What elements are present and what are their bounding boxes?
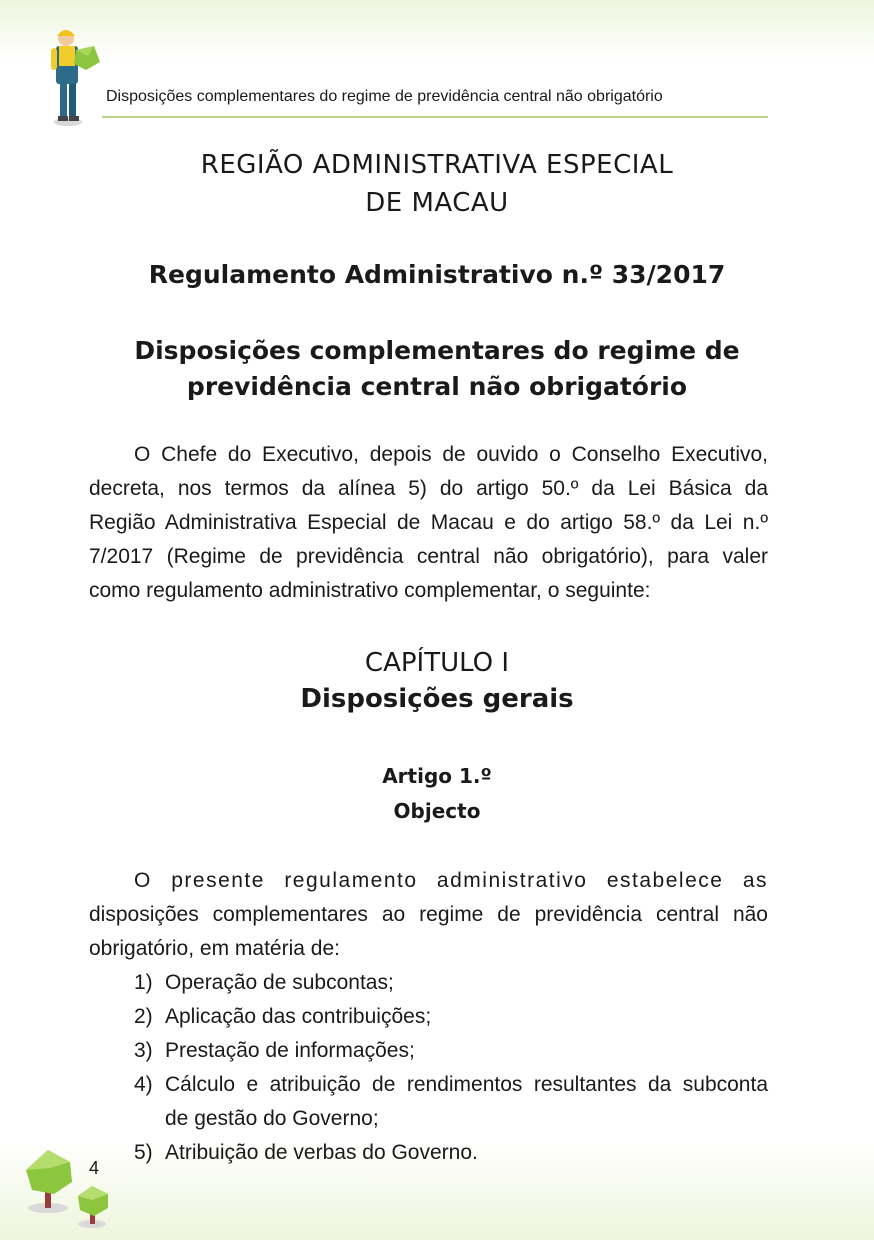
region-line-2: DE MACAU — [365, 188, 509, 218]
regulation-number: Regulamento Administrativo n.º 33/2017 — [148, 260, 726, 289]
article-intro-line: obrigatório, em matéria de: — [89, 937, 340, 960]
item-text: Atribuição de verbas do Governo. — [165, 1141, 478, 1164]
article-intro — [89, 864, 768, 966]
region-heading — [0, 146, 874, 222]
running-title: Disposições complementares do regime de previdência central não obrigatório — [106, 88, 663, 105]
preamble-line: 7/2017 (Regime de previdência central não obrigatório), para valer — [89, 545, 768, 568]
article-intro-line: disposições complementares ao regime de previdência central não — [89, 903, 768, 926]
preamble-line: decreta, nos termos da alínea 5) do artigo 50.º da Lei Básica da — [89, 477, 768, 500]
list-item — [89, 1068, 768, 1136]
list-item — [89, 966, 768, 1000]
item-number: 4) — [134, 1073, 153, 1096]
document-title — [0, 333, 874, 405]
article-title: Objecto — [393, 799, 481, 823]
worker-figure-icon — [46, 24, 102, 128]
item-number: 3) — [134, 1039, 153, 1062]
title-line-1: Disposições complementares do regime de — [134, 336, 740, 365]
item-number: 1) — [134, 971, 153, 994]
preamble-line: Região Administrativa Especial de Macau e do artigo 58.º da Lei n.º — [89, 511, 768, 534]
item-text: de gestão do Governo; — [165, 1107, 379, 1130]
list-item — [89, 1034, 768, 1068]
region-line-1: REGIÃO ADMINISTRATIVA ESPECIAL — [200, 150, 674, 180]
item-number: 5) — [134, 1141, 153, 1164]
chapter-title: Disposições gerais — [300, 684, 574, 714]
chapter-label: CAPÍTULO I — [364, 648, 510, 678]
preamble-paragraph — [89, 438, 768, 608]
article-label: Artigo 1.º — [382, 764, 492, 788]
preamble-line: como regulamento administrativo complementar, o seguinte: — [89, 579, 651, 602]
article-items — [89, 966, 768, 1170]
item-text: Aplicação das contribuições; — [165, 1005, 432, 1028]
list-item — [89, 1000, 768, 1034]
item-text: Operação de subcontas; — [165, 971, 394, 994]
item-text: Cálculo e atribuição de rendimentos resultantes da subconta — [165, 1073, 768, 1096]
list-item — [89, 1136, 768, 1170]
title-line-2: previdência central não obrigatório — [186, 372, 688, 401]
item-text: Prestação de informações; — [165, 1039, 415, 1062]
article-intro-line: O presente regulamento administrativo estabelece as — [134, 869, 768, 892]
preamble-line: O Chefe do Executivo, depois de ouvido o Conselho Executivo, — [134, 443, 768, 466]
header-divider — [102, 116, 768, 118]
page-number: 4 — [89, 1158, 100, 1178]
item-number: 2) — [134, 1005, 153, 1028]
